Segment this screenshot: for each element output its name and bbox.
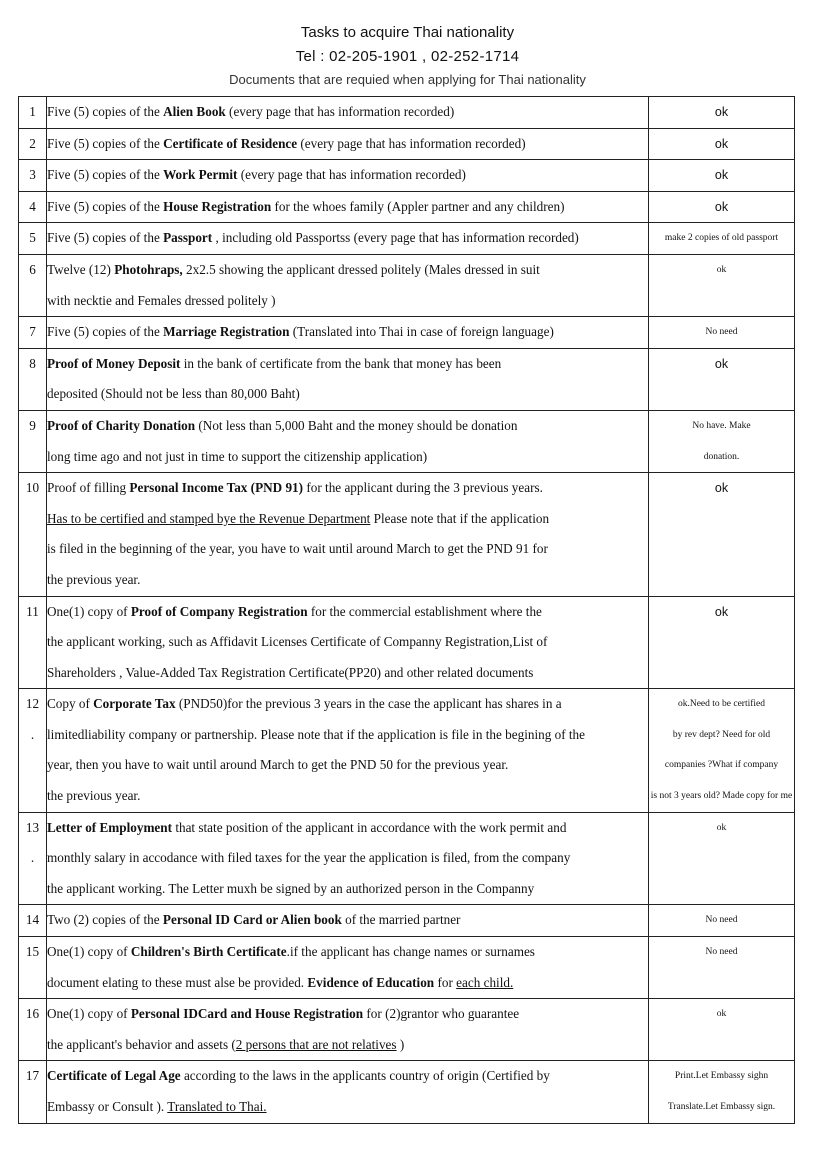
text-segment: Twelve (12)	[47, 261, 115, 277]
status-note	[649, 812, 795, 905]
table-row	[19, 317, 795, 349]
text-segment: Embassy or Consult ).	[47, 1099, 168, 1114]
text-segment: Five (5) copies of the	[47, 104, 164, 119]
description-line	[47, 286, 648, 317]
row-number-text: 11	[26, 603, 39, 619]
text-segment: that state position of the applicant in accordance with the work permit and	[172, 819, 567, 835]
text-segment: (Translated into Thai in case of foreign language)	[289, 324, 554, 340]
row-number-text: 9	[29, 417, 36, 433]
text-segment: the applicant working. The Letter muxh be signed by an authorized person in the Companny	[47, 880, 535, 896]
status-text: ok.Need to be certified	[677, 699, 766, 710]
text-segment: for (2)grantor who guarantee	[363, 1006, 520, 1022]
table-row	[19, 473, 795, 596]
row-number-dot: .	[30, 850, 35, 866]
text-segment: One(1) copy of	[47, 603, 131, 619]
status-note	[649, 905, 795, 937]
bold-term: House Registration	[163, 198, 272, 214]
table-row	[19, 191, 795, 223]
row-number-text: 17	[25, 1068, 40, 1084]
status-note	[649, 596, 795, 689]
text-segment: One(1) copy of	[47, 1006, 131, 1022]
text-segment: Five (5) copies of the	[47, 198, 164, 214]
status-text: ok	[714, 481, 729, 496]
row-number	[19, 999, 47, 1061]
document-description	[47, 473, 649, 596]
row-number-text: 14	[25, 912, 40, 928]
document-description	[47, 410, 649, 472]
table-row	[19, 937, 795, 999]
status-note	[649, 348, 795, 410]
text-segment: limitedliability company or partnership. Please note that if the application is file in the begining of the	[47, 726, 585, 742]
underlined-text: each child.	[456, 974, 514, 990]
row-number-text: 3	[29, 167, 36, 183]
text-segment: , including old Passportss (every page that has information recorded)	[212, 230, 579, 246]
description-line	[47, 999, 648, 1030]
text-segment: the previous year.	[47, 571, 141, 587]
status-text: No need	[705, 327, 738, 338]
underlined-text: Has to be certified and stamped bye the Revenue Department	[47, 510, 371, 526]
status-text: ok	[714, 356, 729, 371]
row-number-text: 10	[25, 480, 40, 496]
row-number-text: 7	[29, 324, 36, 340]
status-note	[649, 317, 795, 349]
status-text: companies ?What if company	[664, 760, 779, 771]
bold-term: Evidence of Education	[307, 974, 435, 990]
text-segment: long time ago and not just in time to support the citizenship application)	[47, 448, 428, 464]
document-description	[47, 937, 649, 999]
text-segment: monthly salary in accodance with filed taxes for the year the application is filed, from the company	[47, 850, 571, 866]
description-line	[47, 379, 648, 410]
description-line	[47, 597, 648, 628]
description-line	[47, 223, 648, 254]
bold-term: Personal IDCard and House Registration	[130, 1006, 364, 1022]
text-segment: Two (2) copies of the	[47, 912, 163, 928]
document-description	[47, 191, 649, 223]
status-text: by rev dept? Need for old	[672, 729, 771, 740]
text-segment: (every page that has information recorded)	[225, 104, 455, 119]
requirements-table	[18, 96, 795, 1124]
table-row	[19, 223, 795, 255]
status-text: ok	[714, 604, 729, 619]
text-segment: the applicant's behavior and assets (	[47, 1036, 236, 1052]
status-text: ok	[714, 199, 729, 214]
text-segment: Shareholders , Value-Added Tax Registration Certificate(PP20) and other related documents	[47, 664, 534, 680]
status-note	[649, 223, 795, 255]
description-line	[47, 349, 648, 380]
table-row	[19, 410, 795, 472]
status-note	[649, 254, 795, 316]
document-description	[47, 905, 649, 937]
bold-term: Photohraps,	[114, 261, 183, 277]
text-segment: for	[434, 974, 457, 990]
status-note	[649, 97, 795, 129]
document-description	[47, 1061, 649, 1123]
status-text: donation.	[703, 451, 740, 462]
text-segment: for the whoes family (Appler partner and any children)	[271, 198, 565, 214]
status-note	[649, 689, 795, 812]
text-segment: .if the applicant has change names or surnames	[286, 944, 535, 960]
status-text: ok	[716, 1009, 727, 1020]
row-number	[19, 1061, 47, 1123]
status-note	[649, 473, 795, 596]
bold-term: Letter of Employment	[47, 819, 173, 835]
text-segment: Proof of filling	[47, 480, 130, 496]
row-number	[19, 937, 47, 999]
status-note	[649, 937, 795, 999]
text-segment: Five (5) copies of the	[47, 324, 164, 340]
text-segment: with necktie and Females dressed politely )	[47, 292, 276, 308]
row-number	[19, 905, 47, 937]
status-text: ok	[716, 822, 727, 833]
underlined-text: Translated to Thai.	[167, 1099, 267, 1114]
status-text: Print.Let Embassy sighn	[674, 1071, 769, 1082]
status-note	[649, 128, 795, 160]
status-note	[649, 1061, 795, 1123]
document-description	[47, 348, 649, 410]
description-line	[47, 160, 648, 191]
table-row	[19, 128, 795, 160]
row-number-text: 15	[25, 944, 40, 960]
description-line	[47, 129, 648, 160]
description-line	[47, 473, 648, 504]
bold-term: Certificate of Residence	[163, 135, 298, 151]
status-text: No have. Make	[692, 420, 751, 431]
row-number	[19, 473, 47, 596]
bold-term: Passport	[163, 230, 213, 246]
table-row	[19, 905, 795, 937]
document-description	[47, 812, 649, 905]
page-subtitle: Documents that are requied when applying for Thai nationality	[229, 72, 586, 87]
text-segment: (PND50)for the previous 3 years in the case the applicant has shares in a	[175, 696, 562, 712]
description-line	[47, 720, 648, 751]
status-text: No need	[705, 947, 738, 958]
bold-term: Proof of Charity Donation	[47, 417, 196, 433]
description-line	[47, 504, 648, 535]
description-line	[47, 534, 648, 565]
status-text: ok	[716, 264, 727, 275]
status-note	[649, 191, 795, 223]
description-line	[47, 843, 648, 874]
description-line	[47, 411, 648, 442]
description-line	[47, 1092, 648, 1123]
text-segment: (Not less than 5,000 Baht and the money should be donation	[195, 417, 518, 433]
text-segment: Five (5) copies of the	[47, 230, 164, 246]
document-description	[47, 97, 649, 129]
description-line	[47, 1030, 648, 1061]
text-segment: Please note that if the application	[370, 510, 550, 526]
document-description	[47, 689, 649, 812]
description-line	[47, 750, 648, 781]
status-text: ok	[714, 136, 729, 151]
description-line	[47, 905, 648, 936]
description-line	[47, 565, 648, 596]
description-line	[47, 781, 648, 812]
row-number-text: 16	[25, 1006, 40, 1022]
description-line	[47, 874, 648, 905]
description-line	[47, 97, 648, 128]
table-row	[19, 1061, 795, 1123]
description-line	[47, 968, 648, 999]
status-text: Translate.Let Embassy sign.	[667, 1102, 776, 1112]
page-title: Tasks to acquire Thai nationality	[300, 24, 515, 41]
status-text: ok	[714, 168, 729, 183]
document-description	[47, 223, 649, 255]
status-note	[649, 999, 795, 1061]
status-note	[649, 410, 795, 472]
row-number	[19, 223, 47, 255]
row-number	[19, 812, 47, 905]
row-number-text: 13	[25, 819, 40, 835]
description-line	[47, 442, 648, 473]
row-number-text: 12	[25, 696, 40, 712]
text-segment: 2x2.5 showing the applicant dressed politely (Males dressed in suit	[182, 261, 540, 277]
bold-term: Personal Income Tax (PND 91)	[129, 480, 304, 496]
row-number-text: 2	[29, 135, 36, 151]
text-segment: for the commercial establishment where the	[307, 603, 542, 619]
text-segment: deposited (Should not be less than 80,000 Baht)	[47, 386, 300, 402]
text-segment: the applicant working, such as Affidavit Licenses Certificate of Companny Registration,List of	[47, 634, 548, 650]
bold-term: Personal ID Card or Alien book	[162, 912, 342, 928]
table-row	[19, 97, 795, 129]
document-description	[47, 160, 649, 192]
underlined-text: 2 persons that are not relatives	[235, 1036, 397, 1052]
row-number	[19, 128, 47, 160]
table-row	[19, 160, 795, 192]
row-number	[19, 596, 47, 689]
text-segment: Five (5) copies of the	[47, 167, 164, 183]
status-text: make 2 copies of old passport	[664, 233, 779, 244]
status-text: ok	[714, 105, 729, 119]
table-row	[19, 689, 795, 812]
text-segment: Five (5) copies of the	[47, 135, 164, 151]
row-number	[19, 160, 47, 192]
text-segment: of the married partner	[341, 912, 461, 928]
description-line	[47, 627, 648, 658]
document-description	[47, 999, 649, 1061]
text-segment: (every page that has information recorded)	[237, 167, 466, 183]
table-row	[19, 999, 795, 1061]
row-number-text: 4	[29, 198, 36, 214]
row-number	[19, 317, 47, 349]
description-line	[47, 937, 648, 968]
row-number	[19, 97, 47, 129]
bold-term: Work Permit	[163, 167, 238, 183]
row-number-text: 8	[29, 355, 36, 371]
document-description	[47, 254, 649, 316]
bold-term: Children's Birth Certificate	[130, 944, 287, 960]
document-description	[47, 596, 649, 689]
text-segment: One(1) copy of	[47, 944, 131, 960]
description-line	[47, 813, 648, 844]
row-number	[19, 348, 47, 410]
text-segment: is filed in the beginning of the year, you have to wait until around March to get the PND 91 for	[47, 541, 548, 557]
row-number	[19, 410, 47, 472]
text-segment: in the bank of certificate from the bank that money has been	[180, 355, 502, 371]
bold-term: Certificate of Legal Age	[47, 1068, 181, 1084]
description-line	[47, 658, 648, 689]
row-number-text: 6	[29, 261, 36, 277]
bold-term: Corporate Tax	[93, 696, 176, 712]
text-segment: )	[396, 1036, 405, 1052]
status-note	[649, 160, 795, 192]
text-segment: year, then you have to wait until around March to get the PND 50 for the previous year.	[47, 757, 509, 773]
text-segment: Copy of	[47, 696, 94, 712]
row-number	[19, 254, 47, 316]
text-segment: the previous year.	[47, 788, 141, 804]
description-line	[47, 317, 648, 348]
bold-term: Marriage Registration	[163, 324, 290, 340]
row-number	[19, 191, 47, 223]
text-segment: document elating to these must alse be provided.	[47, 974, 308, 990]
description-line	[47, 689, 648, 720]
table-row	[19, 348, 795, 410]
description-line	[47, 1061, 648, 1092]
row-number-dot: .	[30, 726, 35, 742]
bold-term: Proof of Company Registration	[130, 603, 308, 619]
status-text: is not 3 years old? Made copy for me	[650, 791, 793, 802]
description-line	[47, 192, 648, 223]
row-number-text: 5	[29, 230, 36, 246]
text-segment: according to the laws in the applicants country of origin (Certified by	[180, 1068, 550, 1084]
text-segment: for the applicant during the 3 previous years.	[303, 480, 543, 496]
bold-term: Alien Book	[163, 104, 226, 119]
status-text: No need	[705, 915, 738, 926]
text-segment: (every page that has information recorded)	[297, 135, 526, 151]
row-number-text: 1	[29, 104, 36, 119]
description-line	[47, 255, 648, 286]
table-row	[19, 596, 795, 689]
bold-term: Proof of Money Deposit	[47, 355, 181, 371]
table-row	[19, 812, 795, 905]
document-description	[47, 317, 649, 349]
row-number	[19, 689, 47, 812]
phone-numbers: Tel : 02-205-1901 , 02-252-1714	[295, 48, 520, 65]
table-row	[19, 254, 795, 316]
document-description	[47, 128, 649, 160]
